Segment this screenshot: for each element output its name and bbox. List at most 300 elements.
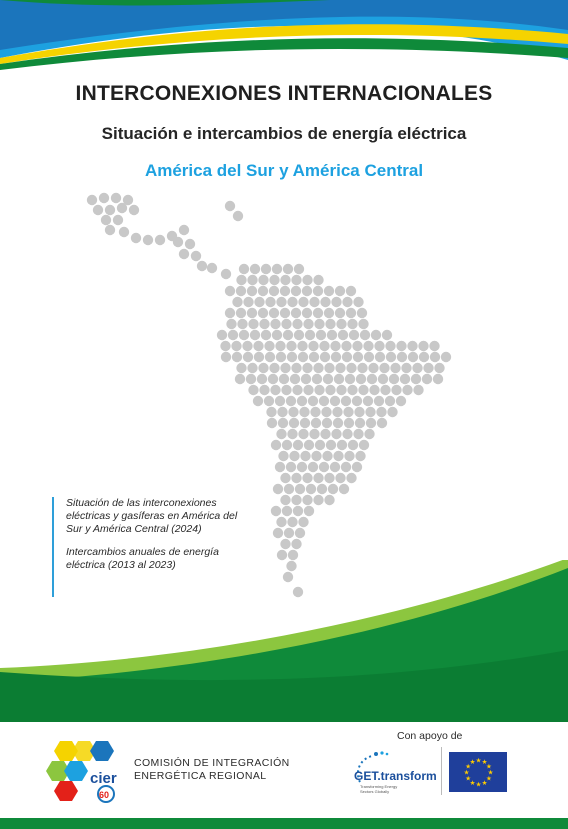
- map-dot: [441, 352, 451, 362]
- map-dot: [320, 352, 330, 362]
- map-dot: [288, 550, 298, 560]
- map-dot: [311, 451, 321, 461]
- map-dot: [408, 352, 418, 362]
- map-dot: [434, 363, 444, 373]
- map-dot: [322, 451, 332, 461]
- footer-divider: [441, 747, 442, 795]
- map-dot: [299, 407, 309, 417]
- map-dot: [365, 407, 375, 417]
- map-dot: [270, 319, 280, 329]
- map-dot: [303, 319, 313, 329]
- map-dot: [232, 352, 242, 362]
- map-dot: [254, 352, 264, 362]
- map-dot: [280, 363, 290, 373]
- eu-star-icon: ★: [463, 768, 470, 777]
- map-dot: [295, 484, 305, 494]
- map-dot: [330, 462, 340, 472]
- map-dot: [99, 193, 109, 203]
- map-dot: [179, 225, 189, 235]
- map-dot: [291, 495, 301, 505]
- eu-star-icon: ★: [485, 762, 492, 771]
- svg-text:cier: cier: [90, 770, 117, 787]
- map-dot: [331, 352, 341, 362]
- map-dot: [261, 330, 271, 340]
- map-dot: [385, 396, 395, 406]
- map-dot: [369, 385, 379, 395]
- map-dot: [225, 286, 235, 296]
- map-dot: [336, 385, 346, 395]
- map-dot: [320, 429, 330, 439]
- map-dot: [310, 407, 320, 417]
- map-dot: [402, 385, 412, 395]
- map-dot: [386, 352, 396, 362]
- main-title: INTERCONEXIONES INTERNACIONALES: [75, 82, 493, 105]
- map-dot: [345, 374, 355, 384]
- map-dot: [359, 440, 369, 450]
- svg-text:Transforming Energy: Transforming Energy: [360, 784, 398, 789]
- map-dot: [267, 418, 277, 428]
- map-dot: [279, 374, 289, 384]
- map-dot: [364, 352, 374, 362]
- map-dot: [289, 451, 299, 461]
- eu-flag: [449, 752, 507, 792]
- map-dot: [303, 385, 313, 395]
- map-dot: [275, 341, 285, 351]
- map-dot: [352, 396, 362, 406]
- map-dot: [304, 440, 314, 450]
- eu-star-icon: ★: [485, 774, 492, 783]
- map-dot: [413, 385, 423, 395]
- svg-text:60: 60: [99, 790, 110, 800]
- map-dot: [349, 330, 359, 340]
- map-dot: [325, 385, 335, 395]
- map-dot: [313, 275, 323, 285]
- map-dot: [293, 506, 303, 516]
- map-dot: [353, 297, 363, 307]
- map-dot: [297, 396, 307, 406]
- map-dot: [286, 396, 296, 406]
- map-dot: [334, 374, 344, 384]
- eu-star-icon: ★: [481, 758, 488, 767]
- map-dot: [243, 352, 253, 362]
- map-dot: [322, 418, 332, 428]
- map-dot: [342, 429, 352, 439]
- map-dot: [400, 374, 410, 384]
- map-dot: [281, 385, 291, 395]
- map-dot: [275, 462, 285, 472]
- map-dot: [378, 374, 388, 384]
- eu-star-icon: ★: [465, 762, 472, 771]
- map-dot: [419, 352, 429, 362]
- map-dot: [346, 363, 356, 373]
- map-dot: [258, 308, 268, 318]
- map-dot: [250, 264, 260, 274]
- map-dot: [233, 211, 243, 221]
- map-dot: [341, 462, 351, 472]
- map-dot: [117, 203, 127, 213]
- map-dot: [294, 264, 304, 274]
- map-dot: [278, 451, 288, 461]
- map-dot: [301, 374, 311, 384]
- map-dot: [280, 308, 290, 318]
- map-dot: [280, 473, 290, 483]
- map-dot: [261, 264, 271, 274]
- map-dot: [331, 429, 341, 439]
- map-dot: [330, 341, 340, 351]
- map-dot: [411, 374, 421, 384]
- map-dot: [348, 440, 358, 450]
- map-dot: [342, 297, 352, 307]
- map-dot: [268, 374, 278, 384]
- map-dot: [324, 286, 334, 296]
- map-dot: [288, 407, 298, 417]
- map-dot: [300, 451, 310, 461]
- map-dot: [302, 473, 312, 483]
- map-dot: [333, 418, 343, 428]
- map-dot: [312, 374, 322, 384]
- map-dot: [269, 363, 279, 373]
- map-dot: [217, 330, 227, 340]
- contents-item: Intercambios anuales de energía eléctrica (2013 al 2023): [66, 546, 219, 571]
- map-dot: [289, 418, 299, 428]
- map-dot: [335, 286, 345, 296]
- map-dot: [353, 429, 363, 439]
- map-dot: [302, 495, 312, 505]
- map-dot: [358, 385, 368, 395]
- map-dot: [352, 341, 362, 351]
- map-dot: [266, 407, 276, 417]
- map-dot: [258, 363, 268, 373]
- map-dot: [313, 286, 323, 296]
- map-dot: [326, 440, 336, 450]
- map-dot: [277, 550, 287, 560]
- map-dot: [337, 440, 347, 450]
- map-dot: [275, 396, 285, 406]
- map-dot: [276, 297, 286, 307]
- map-dot: [286, 341, 296, 351]
- map-dot: [360, 330, 370, 340]
- map-dot: [231, 341, 241, 351]
- map-dot: [330, 396, 340, 406]
- map-dot: [232, 297, 242, 307]
- map-dot: [269, 308, 279, 318]
- map-dot: [271, 506, 281, 516]
- map-dot: [324, 473, 334, 483]
- map-dot: [111, 193, 121, 203]
- map-dot: [129, 205, 139, 215]
- map-dot: [391, 385, 401, 395]
- map-dot: [353, 352, 363, 362]
- map-dot: [357, 363, 367, 373]
- map-dot: [264, 341, 274, 351]
- map-dot: [382, 330, 392, 340]
- map-dot: [335, 308, 345, 318]
- map-dot: [313, 363, 323, 373]
- map-dot: [352, 462, 362, 472]
- map-dot: [265, 352, 275, 362]
- map-dot: [309, 352, 319, 362]
- map-dot: [237, 319, 247, 329]
- map-dot: [407, 341, 417, 351]
- map-dot: [191, 251, 201, 261]
- map-dot: [396, 341, 406, 351]
- svg-text:GET.transform: GET.transform: [354, 769, 437, 783]
- map-dot: [300, 418, 310, 428]
- map-dot: [341, 341, 351, 351]
- map-dot: [270, 385, 280, 395]
- support-label: Con apoyo de: [397, 730, 463, 742]
- map-dot: [355, 451, 365, 461]
- map-dot: [344, 451, 354, 461]
- map-dot: [321, 407, 331, 417]
- map-dot: [358, 319, 368, 329]
- map-dot: [290, 374, 300, 384]
- map-dot: [363, 396, 373, 406]
- map-dot: [221, 269, 231, 279]
- map-dot: [323, 374, 333, 384]
- map-dot: [247, 275, 257, 285]
- map-dot: [313, 473, 323, 483]
- map-dot: [374, 341, 384, 351]
- map-dot: [324, 308, 334, 318]
- map-dot: [291, 308, 301, 318]
- map-dot: [335, 473, 345, 483]
- map-dot: [368, 363, 378, 373]
- map-dot: [225, 308, 235, 318]
- map-dot: [387, 407, 397, 417]
- map-dot: [319, 341, 329, 351]
- map-dot: [344, 418, 354, 428]
- map-dot: [143, 235, 153, 245]
- map-dot: [336, 319, 346, 329]
- map-dot: [302, 275, 312, 285]
- map-dot: [308, 462, 318, 472]
- map-dot: [105, 205, 115, 215]
- map-dot: [291, 286, 301, 296]
- get-transform-logo: [346, 748, 438, 796]
- map-dot: [258, 275, 268, 285]
- map-dot: [412, 363, 422, 373]
- map-dot: [101, 215, 111, 225]
- map-dot: [314, 319, 324, 329]
- map-dot: [297, 341, 307, 351]
- map-dot: [327, 330, 337, 340]
- map-dot: [257, 374, 267, 384]
- map-dot: [389, 374, 399, 384]
- map-dot: [385, 341, 395, 351]
- map-dot: [105, 225, 115, 235]
- map-dot: [272, 264, 282, 274]
- map-dot: [253, 396, 263, 406]
- map-dot: [347, 385, 357, 395]
- map-dot: [347, 319, 357, 329]
- map-dot: [284, 528, 294, 538]
- map-dot: [346, 286, 356, 296]
- map-dot: [319, 396, 329, 406]
- map-dot: [314, 385, 324, 395]
- map-dot: [304, 506, 314, 516]
- contents-item: Situación de las interconexiones eléctricas y gasíferas en América del Sur y América Central (2024): [66, 497, 238, 535]
- map-dot: [308, 341, 318, 351]
- svg-text:Sectors Globally: Sectors Globally: [360, 789, 390, 794]
- map-dot: [284, 484, 294, 494]
- map-dot: [423, 363, 433, 373]
- map-dot: [225, 201, 235, 211]
- map-dot: [276, 352, 286, 362]
- map-dot: [258, 286, 268, 296]
- cier-hexagon-logo: [46, 735, 130, 805]
- map-dot: [355, 418, 365, 428]
- map-dot: [418, 341, 428, 351]
- map-dot: [87, 195, 97, 205]
- map-dot: [287, 352, 297, 362]
- map-dot: [379, 363, 389, 373]
- map-dot: [179, 249, 189, 259]
- map-dot: [291, 539, 301, 549]
- map-dot: [93, 205, 103, 215]
- map-dot: [247, 308, 257, 318]
- map-dot: [276, 517, 286, 527]
- map-dot: [281, 319, 291, 329]
- eu-star-icon: ★: [487, 768, 494, 777]
- map-dot: [292, 319, 302, 329]
- map-dot: [309, 429, 319, 439]
- map-dot: [173, 237, 183, 247]
- map-dot: [280, 286, 290, 296]
- map-dot: [324, 495, 334, 505]
- map-dot: [302, 308, 312, 318]
- map-dot: [254, 297, 264, 307]
- map-dot: [341, 396, 351, 406]
- map-dot: [248, 319, 258, 329]
- eu-star-icon: ★: [475, 756, 482, 765]
- map-dot: [277, 407, 287, 417]
- map-dot: [401, 363, 411, 373]
- map-dot: [377, 418, 387, 428]
- map-dot: [302, 286, 312, 296]
- map-dot: [374, 396, 384, 406]
- map-dot: [335, 363, 345, 373]
- map-dot: [265, 297, 275, 307]
- map-dot: [264, 396, 274, 406]
- map-dot: [320, 297, 330, 307]
- map-dot: [291, 275, 301, 285]
- map-dot: [325, 319, 335, 329]
- map-dot: [291, 473, 301, 483]
- map-dot: [283, 264, 293, 274]
- map-dot: [272, 330, 282, 340]
- map-dot: [380, 385, 390, 395]
- map-dot: [236, 308, 246, 318]
- map-dot: [283, 330, 293, 340]
- map-dot: [422, 374, 432, 384]
- eu-star-icon: ★: [469, 778, 476, 787]
- map-dot: [343, 407, 353, 417]
- map-dot: [207, 263, 217, 273]
- map-dot: [247, 286, 257, 296]
- map-dot: [269, 286, 279, 296]
- map-dot: [328, 484, 338, 494]
- map-dot: [298, 517, 308, 527]
- map-dot: [346, 308, 356, 318]
- map-dot: [354, 407, 364, 417]
- map-dot: [282, 506, 292, 516]
- map-dot: [247, 363, 257, 373]
- map-dot: [319, 462, 329, 472]
- map-dot: [390, 363, 400, 373]
- map-dot: [235, 374, 245, 384]
- map-dot: [294, 330, 304, 340]
- bottom-stripe: [0, 818, 568, 829]
- map-dot: [429, 341, 439, 351]
- map-dot: [250, 330, 260, 340]
- map-dot: [375, 352, 385, 362]
- map-dot: [371, 330, 381, 340]
- region-title: América del Sur y América Central: [144, 161, 424, 180]
- map-dot: [298, 297, 308, 307]
- map-dot: [293, 440, 303, 450]
- map-dot: [364, 429, 374, 439]
- map-dot: [315, 440, 325, 450]
- map-dot: [313, 495, 323, 505]
- map-dot: [226, 319, 236, 329]
- map-dot: [306, 484, 316, 494]
- map-dot: [297, 462, 307, 472]
- map-dot: [259, 319, 269, 329]
- map-dot: [342, 352, 352, 362]
- eu-star-icon: ★: [469, 758, 476, 767]
- map-dot: [220, 341, 230, 351]
- map-dot: [291, 363, 301, 373]
- map-dot: [155, 235, 165, 245]
- map-dot: [311, 418, 321, 428]
- map-dot: [331, 297, 341, 307]
- map-dot: [280, 495, 290, 505]
- map-dot: [271, 440, 281, 450]
- map-dot: [287, 517, 297, 527]
- eu-star-icon: ★: [465, 774, 472, 783]
- map-dot: [309, 297, 319, 307]
- top-wave-decoration: [0, 0, 568, 70]
- map-dot: [269, 275, 279, 285]
- map-dot: [316, 330, 326, 340]
- map-dot: [333, 451, 343, 461]
- map-dot: [276, 429, 286, 439]
- map-dot: [305, 330, 315, 340]
- map-dot: [236, 363, 246, 373]
- contents-box: [52, 497, 251, 597]
- map-dot: [236, 286, 246, 296]
- map-dot: [292, 385, 302, 395]
- org-name: COMISIÓN DE INTEGRACIÓN ENERGÉTICA REGIONAL: [134, 757, 290, 782]
- map-dot: [185, 239, 195, 249]
- map-dot: [119, 227, 129, 237]
- map-dot: [273, 528, 283, 538]
- map-dot: [397, 352, 407, 362]
- map-dot: [253, 341, 263, 351]
- map-dot: [357, 308, 367, 318]
- map-dot: [287, 297, 297, 307]
- map-dot: [302, 363, 312, 373]
- map-dot: [430, 352, 440, 362]
- map-dot: [298, 429, 308, 439]
- map-dot: [324, 363, 334, 373]
- map-dot: [396, 396, 406, 406]
- map-dot: [295, 528, 305, 538]
- map-dot: [280, 275, 290, 285]
- map-dot: [236, 275, 246, 285]
- map-dot: [278, 418, 288, 428]
